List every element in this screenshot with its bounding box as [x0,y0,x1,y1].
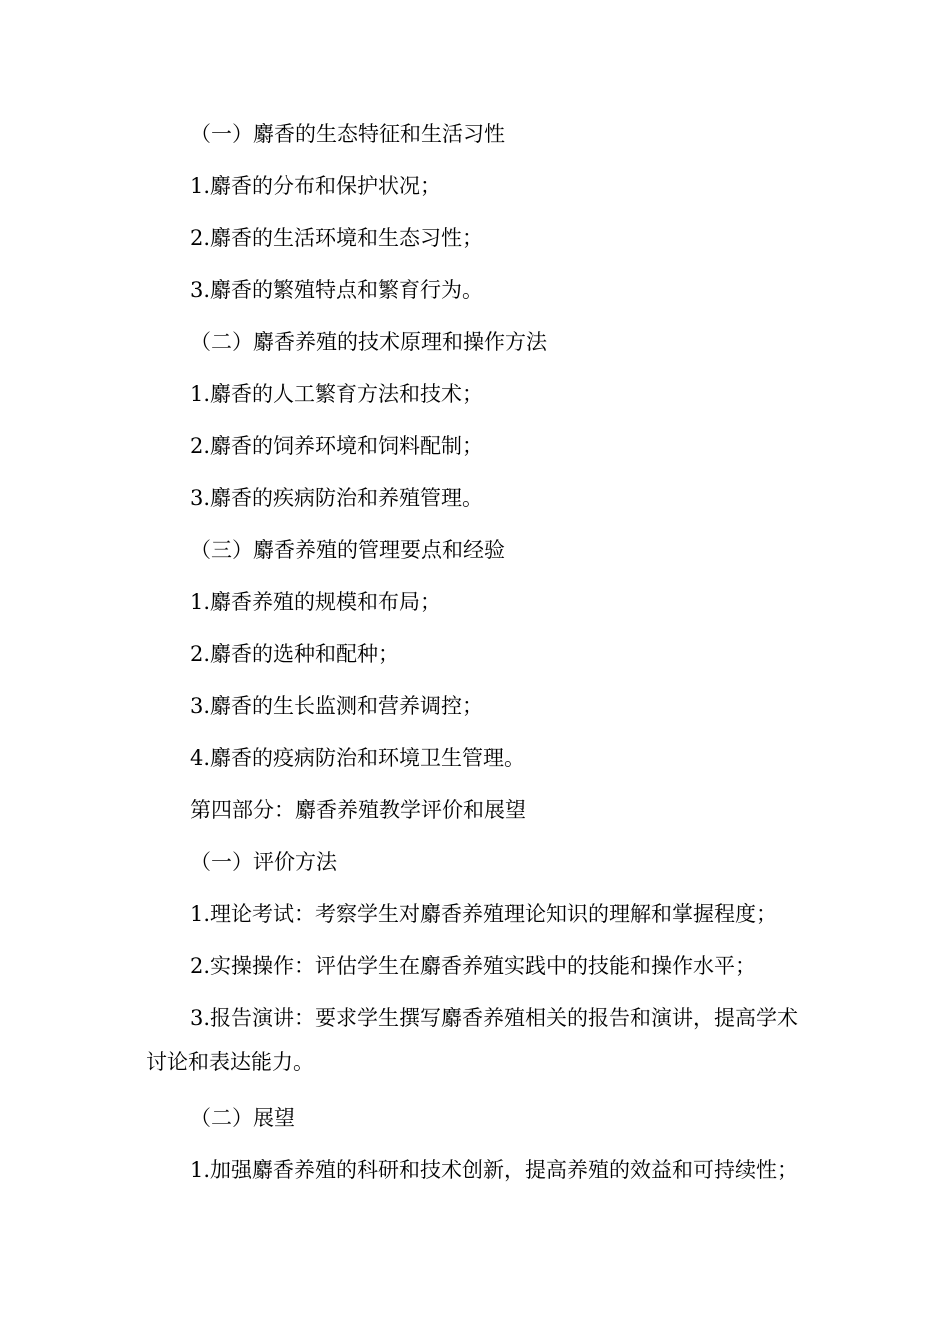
section-heading: （三）麝香养殖的管理要点和经验 [190,538,505,562]
list-item: 2.实操操作：评估学生在麝香养殖实践中的技能和操作水平； [190,954,757,978]
list-item: 4.麝香的疫病防治和环境卫生管理。 [190,746,526,770]
section-heading: （二）麝香养殖的技术原理和操作方法 [190,330,547,354]
list-item: 3.麝香的繁殖特点和繁育行为。 [190,278,484,302]
list-item: 3.报告演讲：要求学生撰写麝香养殖相关的报告和演讲，提高学术讨论和表达能力。 [146,1006,799,1074]
list-item: 2.麝香的选种和配种； [190,642,400,666]
list-item: 3.麝香的疾病防治和养殖管理。 [190,486,484,510]
list-item: 1.麝香养殖的规模和布局； [190,590,442,614]
section-heading: （一）麝香的生态特征和生活习性 [190,122,505,146]
list-item: 1.麝香的人工繁育方法和技术； [190,382,484,406]
document-page [146,108,806,1200]
part-heading: 第四部分：麝香养殖教学评价和展望 [190,798,526,822]
list-item: 2.麝香的饲养环境和饲料配制； [190,434,484,458]
list-item: 2.麝香的生活环境和生态习性； [190,226,484,250]
list-item: 3.麝香的生长监测和营养调控； [190,694,484,718]
section-heading: （二）展望 [190,1106,295,1130]
list-item: 1.加强麝香养殖的科研和技术创新，提高养殖的效益和可持续性； [190,1158,799,1182]
list-item: 1.理论考试：考察学生对麝香养殖理论知识的理解和掌握程度； [190,902,778,926]
section-heading: （一）评价方法 [190,850,337,874]
list-item: 1.麝香的分布和保护状况； [190,174,442,198]
